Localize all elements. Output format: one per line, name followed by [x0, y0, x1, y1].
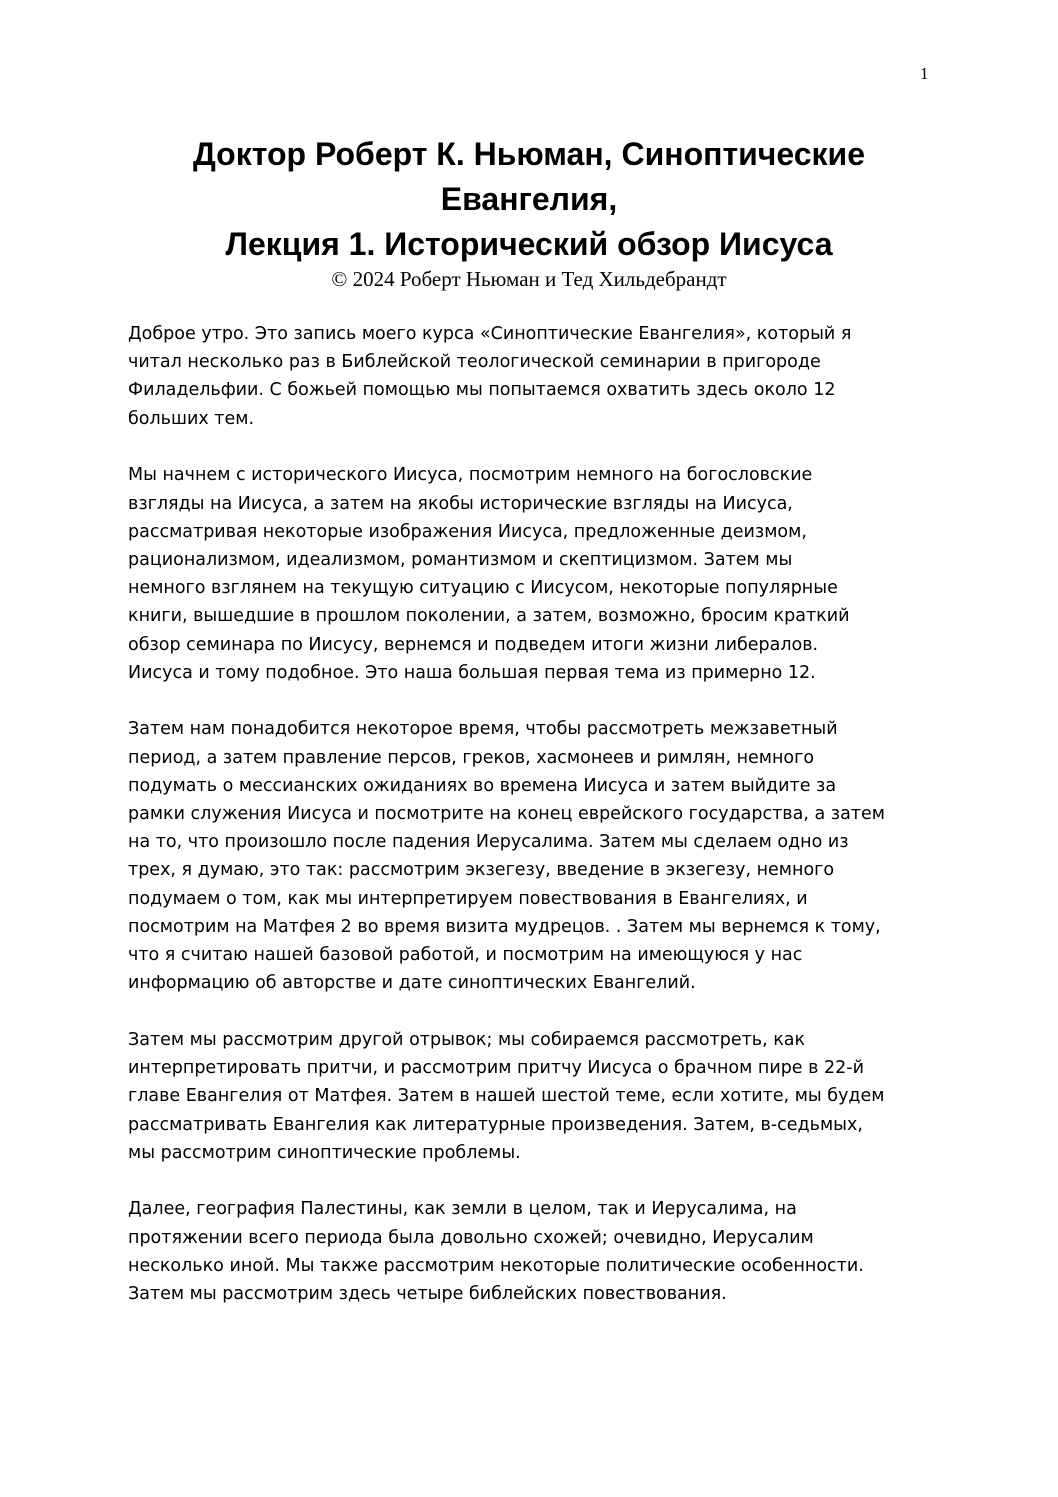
paragraph-4: Затем мы рассмотрим другой отрывок; мы собираемся рассмотреть, как интерпретировать притчи, и рассмотрим притчу Иисуса о брачном пире в 22-й главе Евангелия от Матфея. Затем в нашей шестой теме, если хотите, мы будем рассматривать Евангелия как литературные произведения. Затем, в-седьмых, мы рассмотрим синоптические проблемы.	[128, 1029, 885, 1163]
title-block	[0, 132, 1058, 291]
paragraph-1: Доброе утро. Это запись моего курса «Синоптические Евангелия», который я читал несколько раз в Библейской теологической семинарии в пригороде Филадельфии. С божьей помощью мы попытаемся охватить здесь около 12 больших тем.	[128, 324, 852, 429]
copyright-line: © 2024 Роберт Ньюман и Тед Хильдебрандт	[331, 267, 727, 291]
paragraph-2: Мы начнем с исторического Иисуса, посмотрим немного на богословские взгляды на Иисуса, а затем на якобы исторические взгляды на Иисуса, рассматривая некоторые изображения Иисуса, предложенные деизмом, рационализмом, идеализмом, романтизмом и скептицизмом. Затем мы немного взглянем на текущую ситуацию с Иисусом, некоторые популярные книги, вышедшие в прошлом поколении, а затем, возможно, бросим краткий обзор семинара по Иисусу, вернемся и подведем итоги жизни либералов. Иисуса и тому подобное. Это наша большая первая тема из примерно 12.	[128, 465, 850, 683]
paragraph-5: Далее, география Палестины, как земли в целом, так и Иерусалима, на протяжении всего периода была довольно схожей; очевидно, Иерусалим несколько иной. Мы также рассмотрим некоторые политические особенности. Затем мы рассмотрим здесь четыре библейских повествования.	[128, 1199, 864, 1305]
body-text	[128, 320, 938, 1337]
document-title-line-3: Лекция 1. Исторический обзор Иисуса	[225, 226, 833, 262]
document-title-line-1: Доктор Роберт К. Ньюман, Синоптические	[192, 136, 866, 172]
paragraph-3: Затем нам понадобится некоторое время, чтобы рассмотреть межзаветный период, а затем правление персов, греков, хасмонеев и римлян, немного подумать о мессианских ожиданиях во времена Иисуса и затем выйдите за рамки служения Иисуса и посмотрите на конец еврейского государства, а затем на то, что произошло после падения Иерусалима. Затем мы сделаем одно из трех, я думаю, это так: рассмотрим экзегезу, введение в экзегезу, немного подумаем о том, как мы интерпретируем повествования в Евангелиях, и посмотрим на Матфея 2 во время визита мудрецов. . Затем мы вернемся к тому, что я считаю нашей базовой работой, и посмотрим на имеющуюся у нас информацию об авторстве и дате синоптических Евангелий.	[128, 719, 885, 994]
document-title-line-2: Евангелия,	[440, 181, 618, 217]
page-number: 1	[920, 64, 929, 83]
